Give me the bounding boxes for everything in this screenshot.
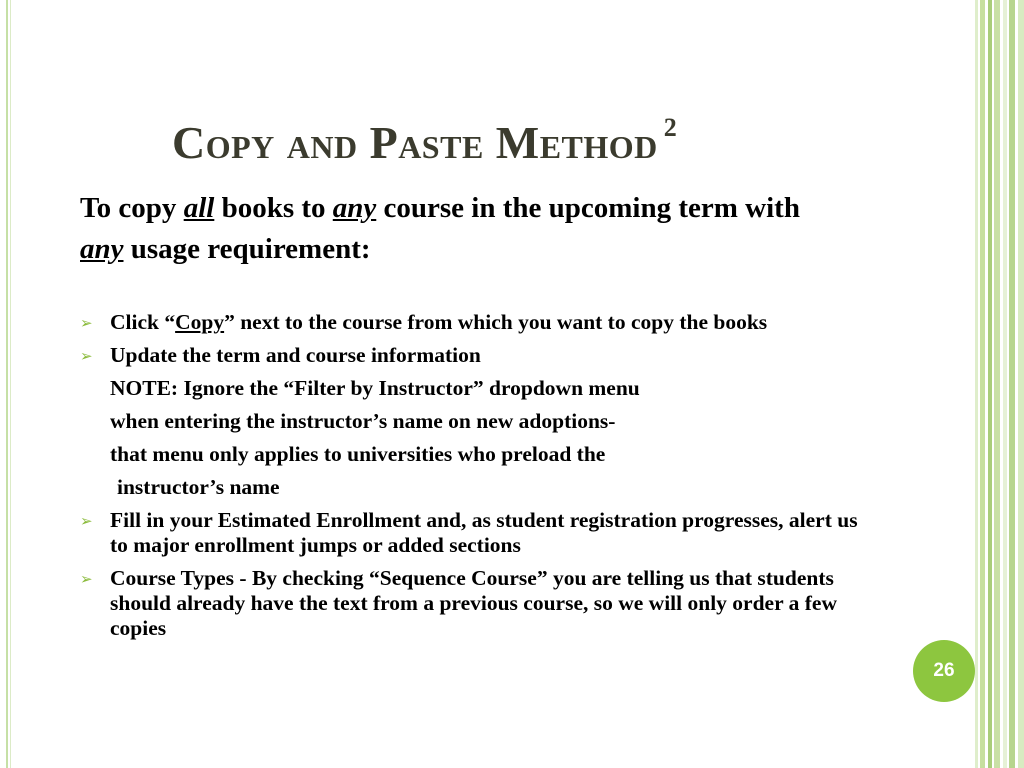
list-item-text: Fill in your Estimated Enrollment and, as student registration progresses, alert us to major enrollment jumps or added sections: [110, 508, 858, 557]
slide-title-superscript: 2: [663, 113, 678, 142]
left-border-line: [6, 0, 8, 768]
note-line: NOTE: Ignore the “Filter by Instructor” dropdown menu: [110, 376, 640, 400]
list-item-copy: [80, 310, 880, 335]
intro-text: books to: [214, 192, 333, 224]
list-item-text: Course Types - By checking “Sequence Course” you are telling us that students should already have the text from a previous course, so we will only order a few copies: [110, 566, 837, 640]
decorative-stripe: [1003, 0, 1007, 768]
decorative-stripe: [988, 0, 992, 768]
intro-emphasis-any: any: [80, 233, 124, 265]
arrow-bullet-icon: ➢: [80, 347, 93, 365]
list-item-course-types: [80, 566, 880, 641]
intro-emphasis-all: all: [183, 192, 215, 224]
arrow-bullet-icon: ➢: [80, 570, 93, 588]
note-line: when entering the instructor’s name on new adoptions-: [110, 409, 616, 433]
decorative-stripe: [975, 0, 978, 768]
left-border-line-inner: [10, 0, 11, 768]
list-item-text: Click “: [110, 310, 176, 334]
intro-statement: [80, 188, 840, 270]
decorative-stripe: [1009, 0, 1015, 768]
page-number-badge: 26: [913, 640, 975, 702]
note-line: that menu only applies to universities who preload the: [110, 442, 606, 466]
decorative-stripe: [994, 0, 1000, 768]
slide-title-text: Copy and Paste Method: [172, 117, 658, 168]
decorative-stripe: [1018, 0, 1024, 768]
note-line: instructor’s name: [117, 475, 280, 499]
slide-title: [172, 100, 872, 171]
intro-emphasis-any: any: [332, 192, 377, 224]
intro-text: course in the upcoming term with: [376, 192, 800, 224]
arrow-bullet-icon: ➢: [80, 512, 93, 530]
list-item-text: ” next to the course from which you want to copy the books: [224, 310, 768, 334]
intro-text: To copy: [80, 192, 184, 224]
arrow-bullet-icon: ➢: [80, 314, 93, 332]
decorative-stripe: [980, 0, 985, 768]
instruction-list: [80, 310, 880, 649]
list-item-update-term: [80, 343, 880, 368]
list-item-enrollment: [80, 508, 880, 558]
copy-link-text: Copy: [175, 310, 225, 334]
intro-text: usage requirement:: [123, 233, 371, 265]
list-item-text: Update the term and course information: [110, 343, 481, 367]
